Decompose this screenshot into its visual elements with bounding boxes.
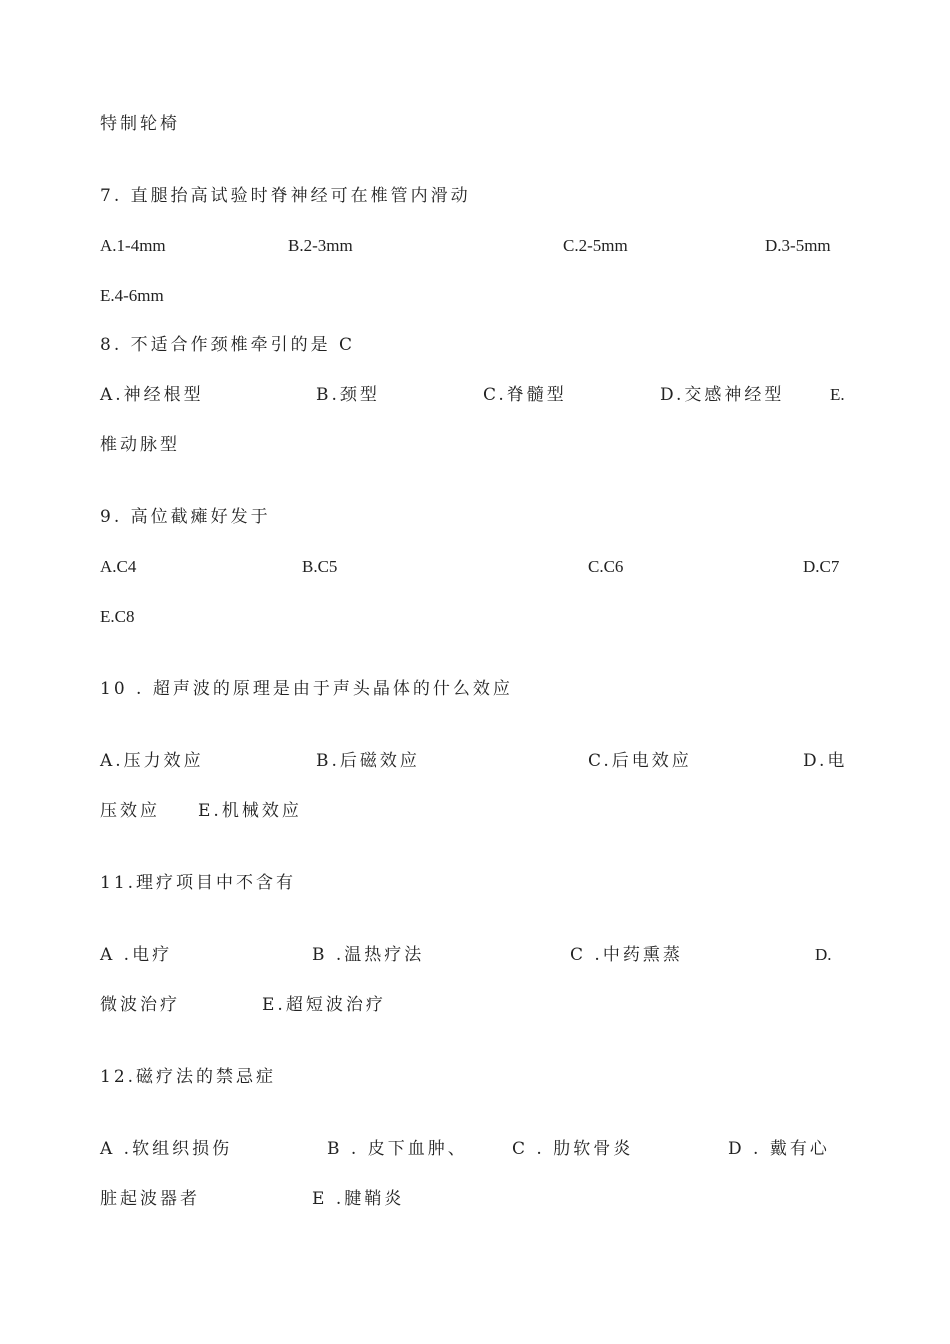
q8-option-e-label: E. <box>830 385 845 404</box>
q12-option-d-label: D . 戴有心 <box>728 1139 830 1159</box>
q8-option-b: B.颈型 <box>316 385 380 405</box>
question-9: 9. 高位截瘫好发于 <box>100 507 271 527</box>
q9-option-a: A.C4 <box>100 557 137 576</box>
question-10: 10 . 超声波的原理是由于声头晶体的什么效应 <box>100 679 513 699</box>
q9-option-d: D.C7 <box>803 557 840 576</box>
q8-option-a: A.神经根型 <box>100 385 204 405</box>
q11-option-a: A .电疗 <box>100 945 173 965</box>
q8-option-e-text: 椎动脉型 <box>100 435 180 455</box>
q10-option-a: A.压力效应 <box>100 751 204 771</box>
q10-option-e: E.机械效应 <box>198 801 302 821</box>
q7-option-c: C.2-5mm <box>563 236 628 255</box>
question-11: 11.理疗项目中不含有 <box>100 873 297 893</box>
q7-option-e: E.4-6mm <box>100 286 164 305</box>
q12-option-a: A .软组织损伤 <box>100 1139 233 1159</box>
question-12: 12.磁疗法的禁忌症 <box>100 1067 277 1087</box>
q12-option-b: B . 皮下血肿、 <box>327 1139 468 1159</box>
q11-option-e: E.超短波治疗 <box>262 995 386 1015</box>
q11-option-b: B .温热疗法 <box>312 945 425 965</box>
q10-option-d-label: D.电 <box>803 751 848 771</box>
q10-option-c: C.后电效应 <box>588 751 692 771</box>
q10-option-d-text: 压效应 <box>100 801 160 821</box>
q9-option-c: C.C6 <box>588 557 624 576</box>
q7-option-b: B.2-3mm <box>288 236 353 255</box>
q12-option-e: E .腱鞘炎 <box>312 1189 405 1209</box>
q8-option-d: D.交感神经型 <box>660 385 785 405</box>
q12-option-d-text: 脏起波器者 <box>100 1189 200 1209</box>
q8-option-c: C.脊髓型 <box>483 385 567 405</box>
text-line-wheelchair: 特制轮椅 <box>100 114 180 134</box>
q11-option-c: C .中药熏蒸 <box>570 945 683 965</box>
q11-option-d-label: D. <box>815 945 832 964</box>
question-8: 8. 不适合作颈椎牵引的是 C <box>100 335 356 355</box>
q9-option-e: E.C8 <box>100 607 135 626</box>
question-7: 7. 直腿抬高试验时脊神经可在椎管内滑动 <box>100 186 471 206</box>
q7-option-d: D.3-5mm <box>765 236 831 255</box>
q12-option-c: C . 肋软骨炎 <box>512 1139 634 1159</box>
q10-option-b: B.后磁效应 <box>316 751 420 771</box>
q9-option-b: B.C5 <box>302 557 338 576</box>
q11-option-d-text: 微波治疗 <box>100 995 180 1015</box>
q7-option-a: A.1-4mm <box>100 236 166 255</box>
